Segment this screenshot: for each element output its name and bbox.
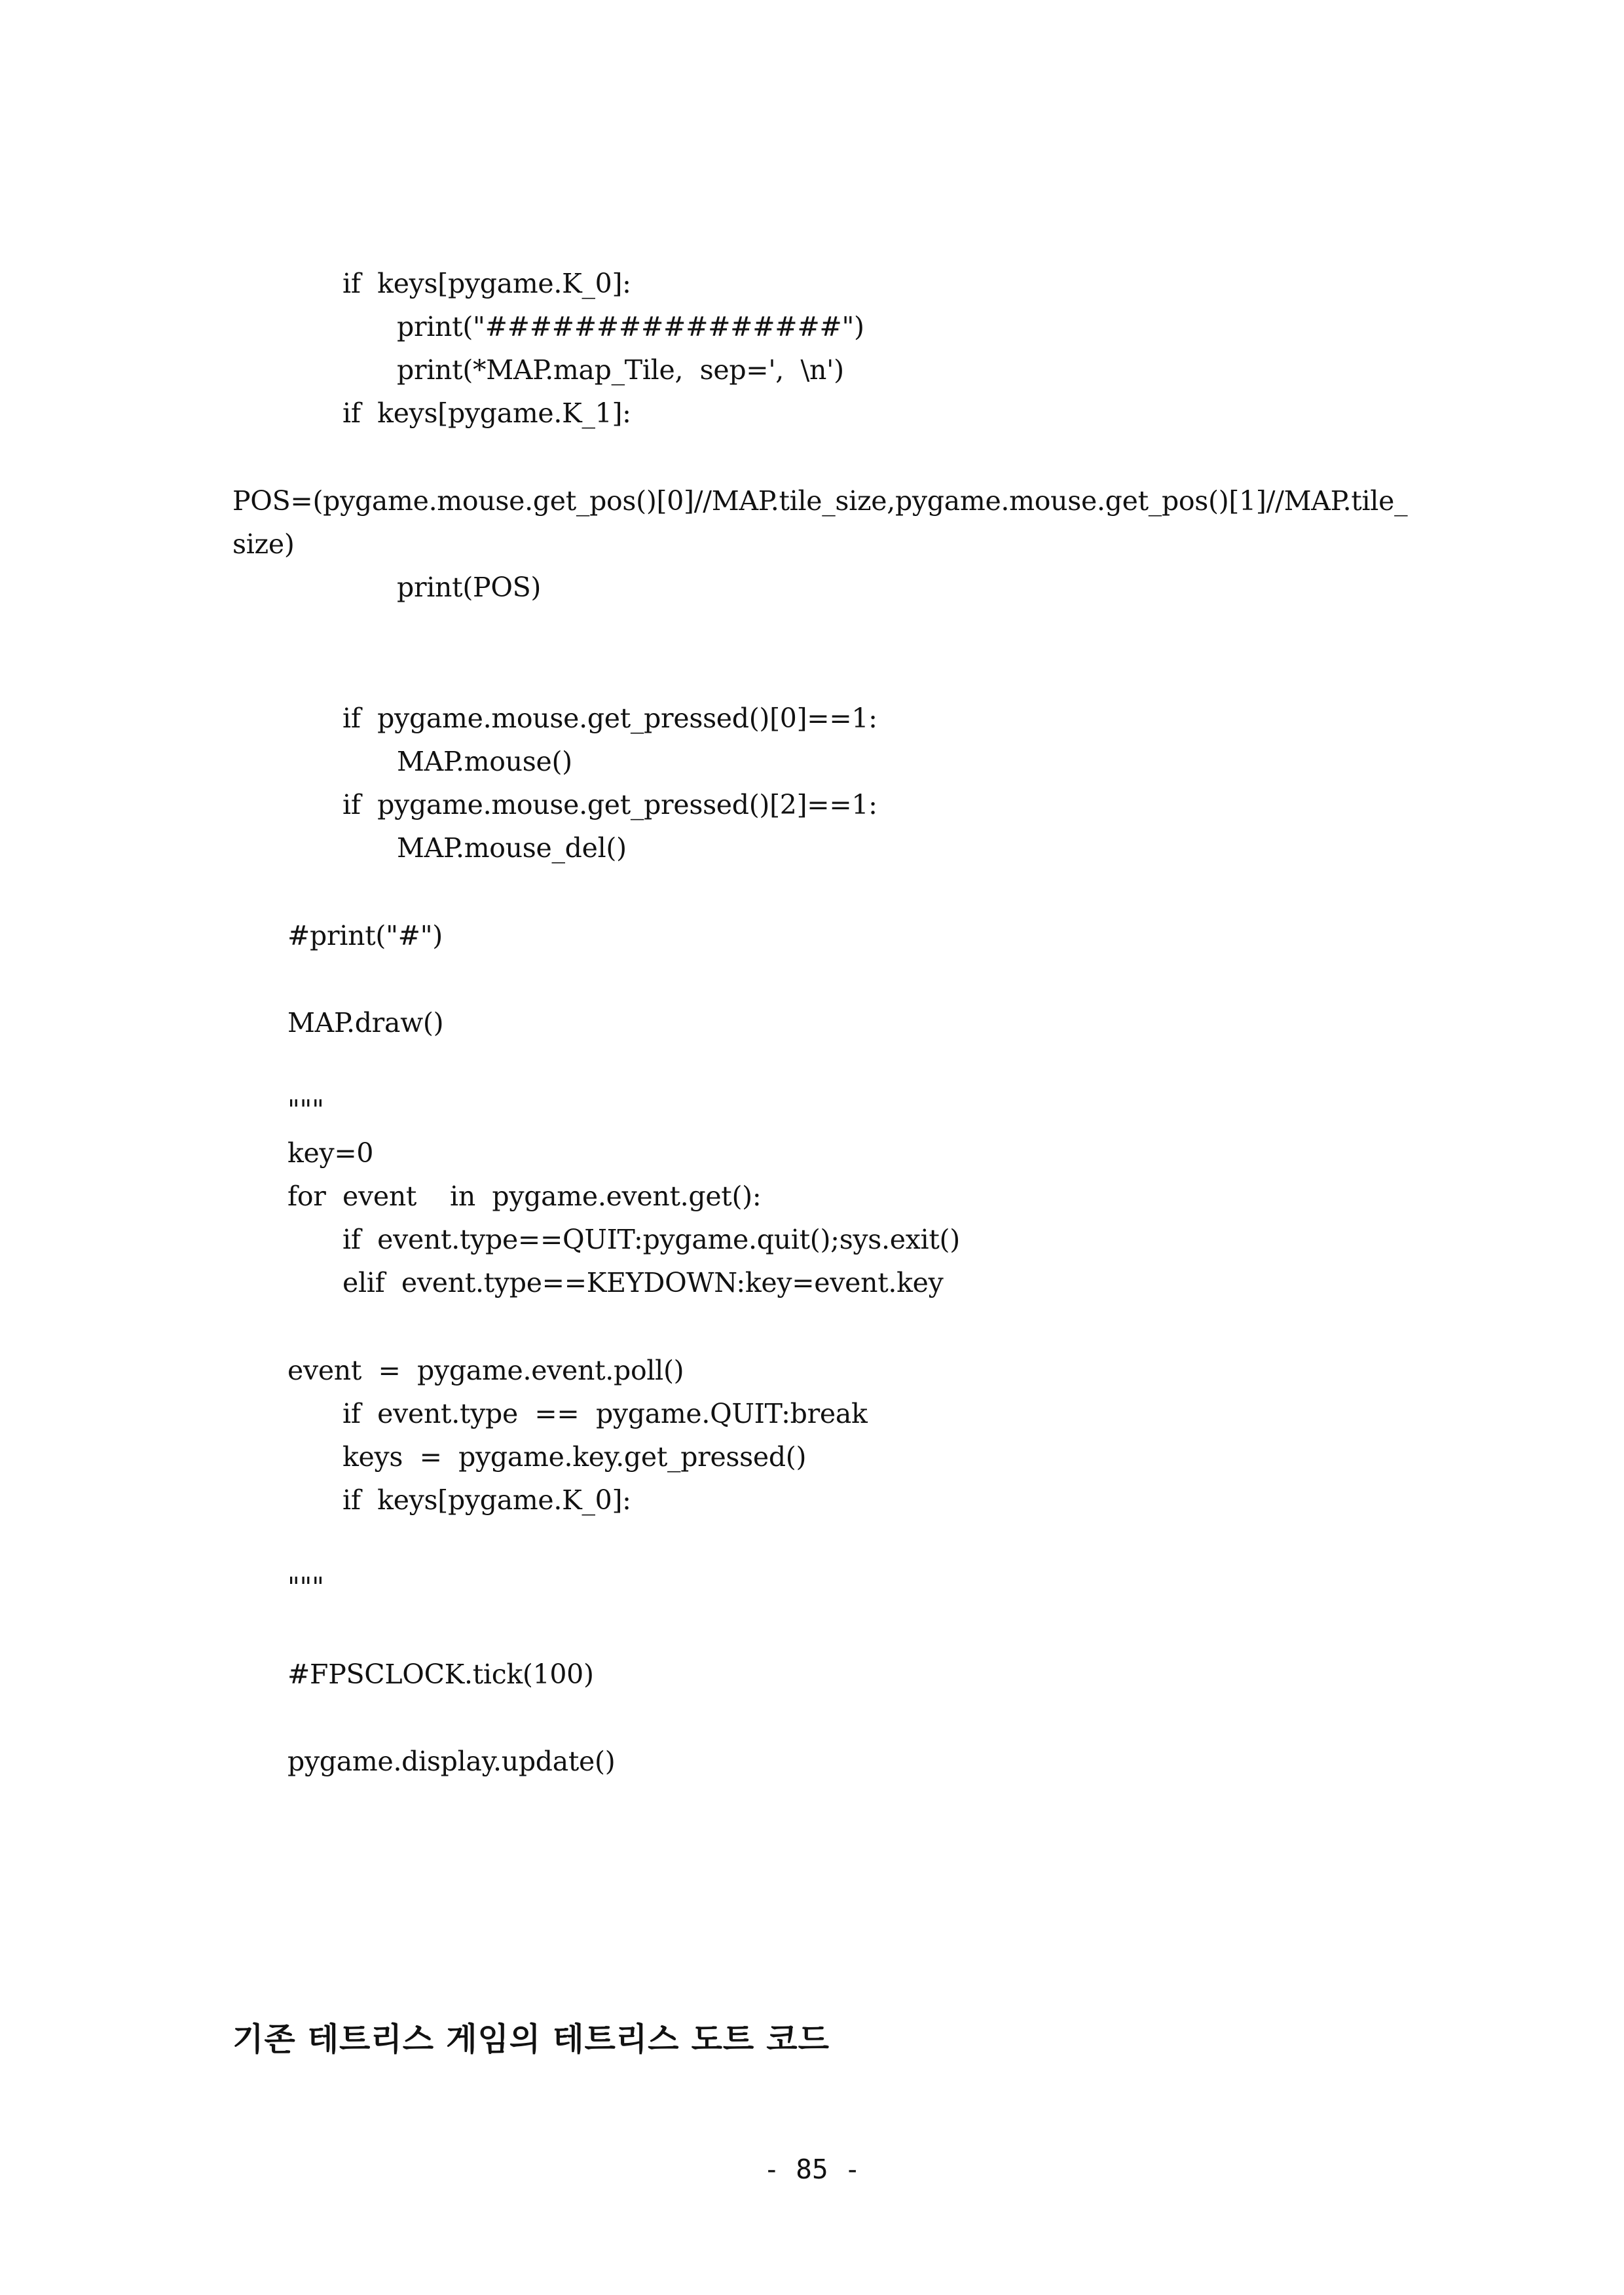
code-line: key=0 bbox=[287, 1137, 374, 1169]
code-line: MAP.draw() bbox=[287, 1007, 444, 1038]
section-heading: 기존 테트리스 게임의 테트리스 도트 코드 bbox=[232, 2021, 830, 2058]
code-line: if event.type==QUIT:pygame.quit();sys.exit() bbox=[342, 1224, 960, 1255]
code-line: """ bbox=[287, 1571, 324, 1603]
code-line: """ bbox=[287, 1094, 324, 1126]
code-line: if keys[pygame.K_1]: bbox=[342, 397, 631, 429]
code-line: print(*MAP.map_Tile, sep=', \n') bbox=[397, 354, 844, 386]
code-line: if pygame.mouse.get_pressed()[0]==1: bbox=[342, 703, 877, 734]
code-line: for event in pygame.event.get(): bbox=[287, 1181, 762, 1212]
page-number: - 85 - bbox=[763, 2154, 861, 2185]
code-line: #FPSCLOCK.tick(100) bbox=[287, 1659, 594, 1690]
code-line: POS=(pygame.mouse.get_pos()[0]//MAP.tile_size,pygame.mouse.get_pos()[1]//MAP.tile_ bbox=[232, 485, 1408, 517]
code-line: if keys[pygame.K_0]: bbox=[342, 1484, 631, 1516]
code-line: elif event.type==KEYDOWN:key=event.key bbox=[342, 1267, 944, 1298]
code-line: if keys[pygame.K_0]: bbox=[342, 268, 631, 299]
code-line: print(POS) bbox=[397, 572, 542, 603]
code-line: keys = pygame.key.get_pressed() bbox=[342, 1441, 807, 1473]
code-line: MAP.mouse_del() bbox=[397, 832, 627, 864]
code-line: size) bbox=[232, 528, 295, 560]
code-line: if pygame.mouse.get_pressed()[2]==1: bbox=[342, 789, 877, 820]
code-line: print("################") bbox=[397, 311, 864, 342]
code-line: pygame.display.update() bbox=[287, 1746, 616, 1777]
code-line: if event.type == pygame.QUIT:break bbox=[342, 1398, 868, 1429]
code-line: #print("#") bbox=[287, 920, 443, 951]
code-line: MAP.mouse() bbox=[397, 746, 572, 777]
code-line: event = pygame.event.poll() bbox=[287, 1355, 684, 1386]
